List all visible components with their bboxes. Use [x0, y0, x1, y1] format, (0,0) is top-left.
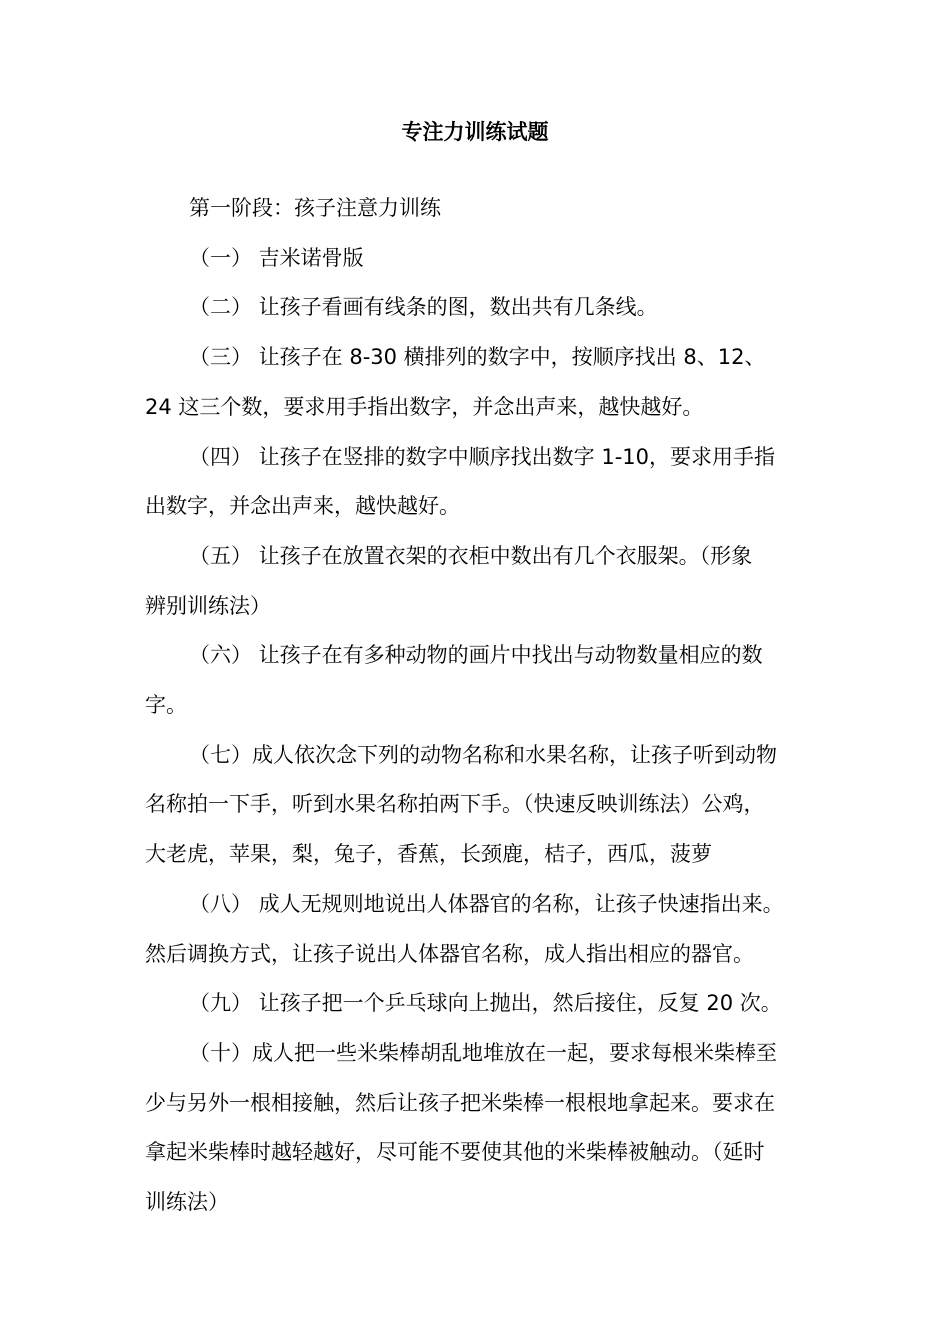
- document-title: 专注力训练试题: [401, 120, 549, 144]
- item-9-line-1: （九） 让孩子把一个乒乓球向上抛出，然后接住，反复 20 次。: [189, 991, 782, 1016]
- item-3-line-2: 24 这三个数，要求用手指出数字，并念出声来，越快越好。: [145, 394, 704, 419]
- item-6-line-1: （六） 让孩子在有多种动物的画片中找出与动物数量相应的数: [189, 643, 763, 668]
- item-7-line-1: （七）成人依次念下列的动物名称和水果名称，让孩子听到动物: [189, 742, 777, 767]
- item-5-line-1: （五） 让孩子在放置衣架的衣柜中数出有几个衣服架。（形象: [189, 543, 753, 568]
- item-3-line-1: （三） 让孩子在 8-30 横排列的数字中，按顺序找出 8、12、: [189, 345, 766, 370]
- document-body: [145, 184, 810, 1228]
- item-10-line-4: 训练法）: [145, 1190, 229, 1215]
- item-10-line-1: （十）成人把一些米柴棒胡乱地堆放在一起，要求每根米柴棒至: [189, 1040, 777, 1065]
- item-7-line-3: 大老虎，苹果，梨，兔子，香蕉，长颈鹿，桔子，西瓜，菠萝: [145, 842, 712, 867]
- item-8-line-1: （八） 成人无规则地说出人体器官的名称，让孩子快速指出来。: [189, 891, 784, 916]
- item-4-line-2: 出数字，并念出声来，越快越好。: [145, 494, 460, 519]
- item-10-line-3: 拿起米柴棒时越轻越好，尽可能不要使其他的米柴棒被触动。（延时: [145, 1140, 765, 1165]
- item-5-line-2: 辨别训练法）: [145, 593, 271, 618]
- item-4-line-1: （四） 让孩子在竖排的数字中顺序找出数字 1-10，要求用手指: [189, 444, 776, 469]
- item-7-line-2: 名称拍一下手，听到水果名称拍两下手。（快速反映训练法）公鸡，: [145, 792, 765, 817]
- item-6-line-2: 字。: [145, 693, 187, 718]
- item-2-line-1: （二） 让孩子看画有线条的图，数出共有几条线。: [189, 295, 658, 320]
- item-8-line-2: 然后调换方式，让孩子说出人体器官名称，成人指出相应的器官。: [145, 941, 754, 966]
- stage-heading: 第一阶段：孩子注意力训练: [189, 196, 441, 220]
- item-1-line-1: （一） 吉米诺骨版: [189, 245, 364, 270]
- item-10-line-2: 少与另外一根相接触，然后让孩子把米柴棒一根根地拿起来。要求在: [145, 1090, 775, 1115]
